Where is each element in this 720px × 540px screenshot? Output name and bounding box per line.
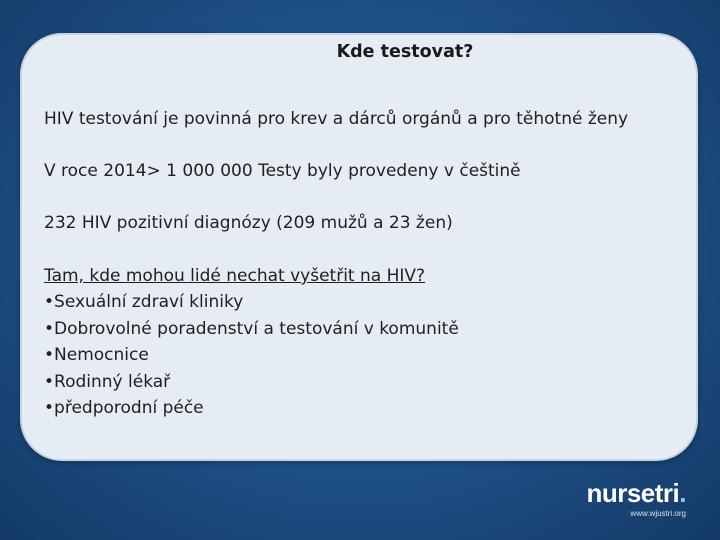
list-item-family-doctor — [44, 369, 459, 396]
logo-name: nursetri — [586, 478, 680, 508]
list-item-community-testing — [44, 316, 459, 343]
testing-locations-list — [44, 289, 459, 422]
list-item-label: Rodinný lékař — [54, 371, 171, 392]
where-to-test-question: Tam, kde mohou lidé nechat vyšetřit na HIV? — [44, 266, 426, 286]
list-item-sexual-health-clinics — [44, 289, 459, 316]
logo-url: www.wjustri.org — [630, 509, 686, 518]
slide-title: Kde testovat? — [336, 42, 474, 62]
positive-diagnoses-text: 232 HIV pozitivní diagnózy (209 mužů a 23 žen) — [44, 213, 453, 233]
tests-performed-text: V roce 2014> 1 000 000 Testy byly provedeny v češtině — [44, 161, 521, 181]
list-item-label: Dobrovolné poradenství a testování v komunitě — [54, 318, 459, 339]
logo-dot: . — [679, 478, 686, 508]
logo-wordmark — [586, 478, 686, 508]
list-item-label: Nemocnice — [54, 345, 149, 365]
list-item-label: Sexuální zdraví kliniky — [54, 292, 244, 312]
list-item-hospital — [44, 342, 459, 369]
nursetri-logo — [586, 478, 686, 519]
list-item-antenatal-care — [44, 395, 459, 422]
testing-mandatory-text: HIV testování je povinná pro krev a dárců orgánů a pro těhotné ženy — [44, 109, 629, 129]
list-item-label: předporodní péče — [54, 398, 204, 418]
